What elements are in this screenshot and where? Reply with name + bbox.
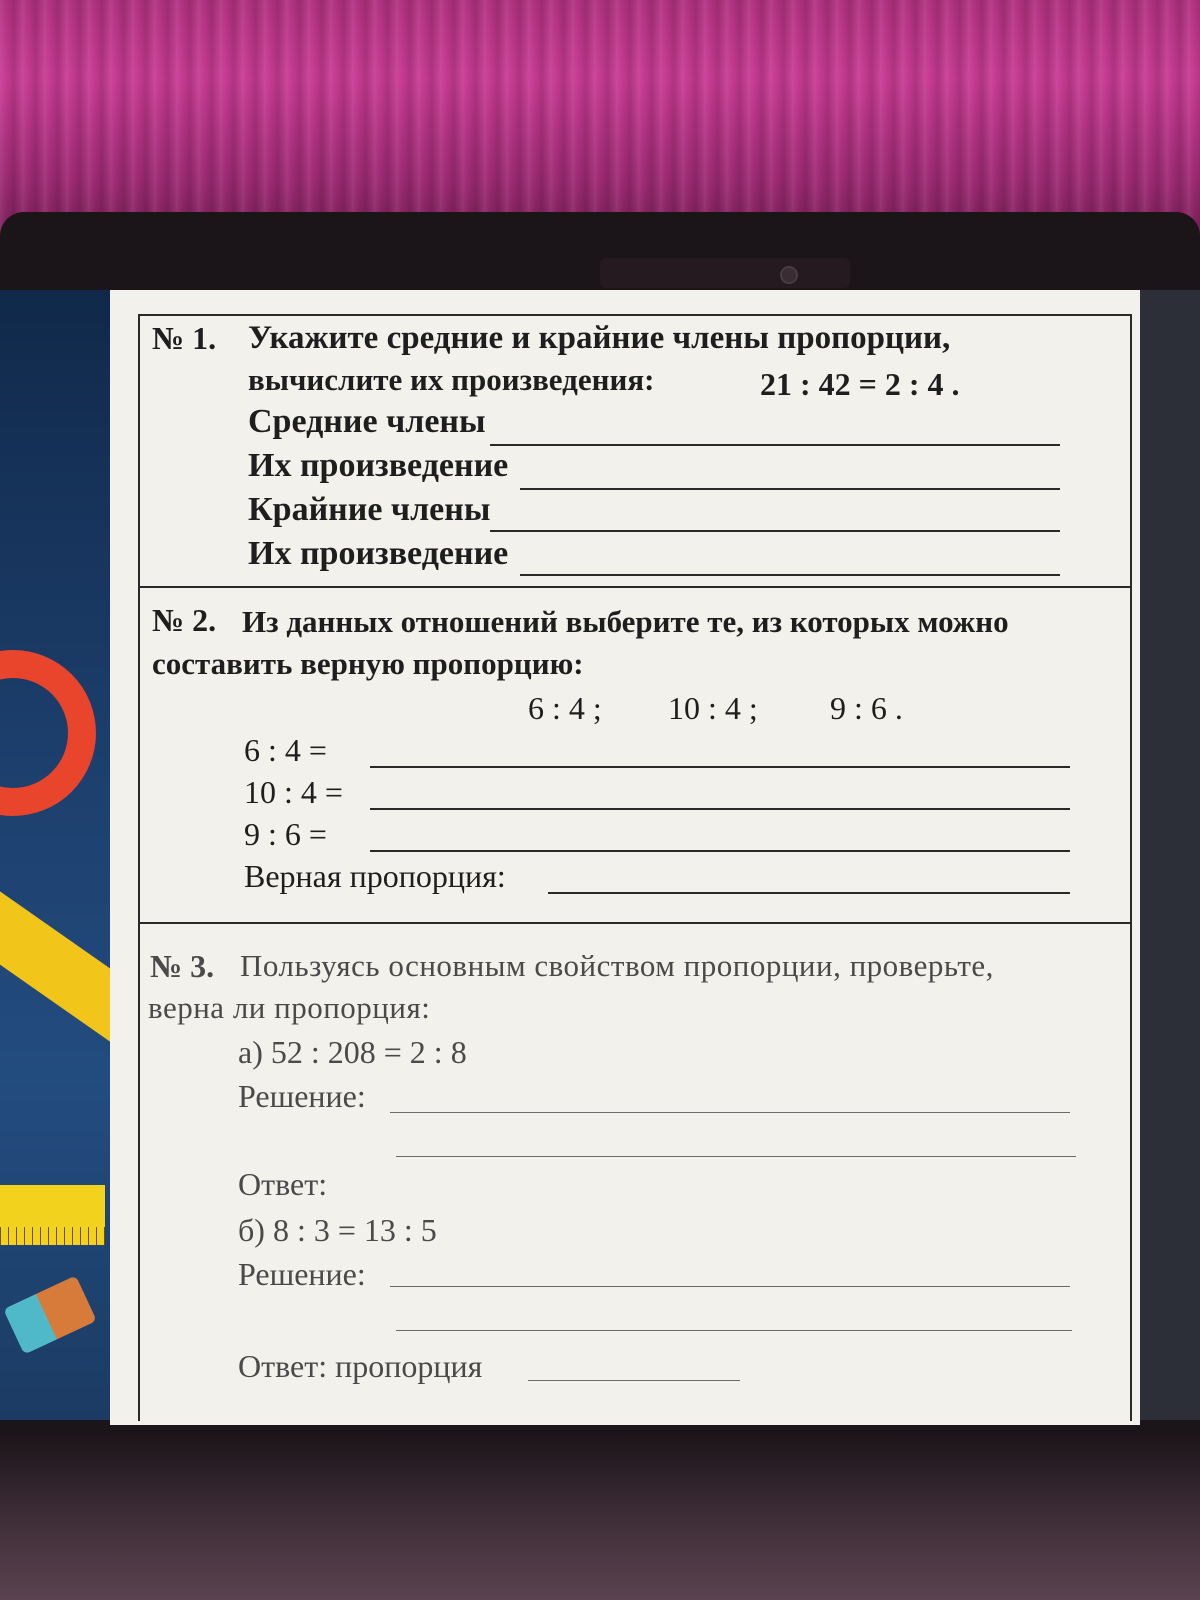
part-b-solution-label: Решение: bbox=[238, 1256, 366, 1292]
part-b-proportion: б) 8 : 3 = 13 : 5 bbox=[238, 1212, 437, 1248]
task-1-number: № 1. bbox=[152, 320, 217, 356]
part-b-solution-line-1[interactable] bbox=[390, 1286, 1070, 1287]
task-3-number: № 3. bbox=[150, 948, 215, 984]
product-1-label: Их произведение bbox=[248, 447, 509, 484]
task-1-text-line-2: вычислите их произведения: bbox=[248, 362, 655, 397]
task-divider-2 bbox=[140, 922, 1132, 924]
webcam-icon bbox=[780, 266, 798, 284]
task-3-text-line-2: верна ли пропорция: bbox=[148, 990, 431, 1025]
task-1-text-line-1: Укажите средние и крайние члены пропорции, bbox=[248, 320, 951, 356]
equation-6-4-label: 6 : 4 = bbox=[244, 732, 327, 768]
laptop-base bbox=[0, 1430, 1200, 1600]
part-a-solution-line-1[interactable] bbox=[390, 1112, 1070, 1113]
part-b-answer-line[interactable] bbox=[528, 1380, 740, 1381]
equation-9-6-answer-line[interactable] bbox=[370, 850, 1070, 852]
ratio-10-4: 10 : 4 ; bbox=[668, 690, 758, 726]
product-2-answer-line[interactable] bbox=[520, 574, 1060, 576]
worksheet-frame bbox=[138, 314, 1132, 1421]
middle-terms-label: Средние члены bbox=[248, 403, 486, 440]
part-a-solution-line-2[interactable] bbox=[396, 1156, 1076, 1157]
task-2-text-line-1: Из данных отношений выберите те, из которых можно bbox=[242, 604, 1009, 639]
task-1-proportion: 21 : 42 = 2 : 4 . bbox=[760, 366, 960, 402]
part-a-proportion: а) 52 : 208 = 2 : 8 bbox=[238, 1034, 467, 1070]
correct-proportion-label: Верная пропорция: bbox=[244, 858, 506, 894]
part-b-answer-label: Ответ: пропорция bbox=[238, 1348, 483, 1384]
correct-proportion-answer-line[interactable] bbox=[548, 892, 1070, 894]
middle-terms-answer-line[interactable] bbox=[490, 444, 1060, 446]
worksheet bbox=[110, 290, 1140, 1425]
desktop-wallpaper-left bbox=[0, 290, 110, 1420]
equation-10-4-label: 10 : 4 = bbox=[244, 774, 343, 810]
task-divider-1 bbox=[140, 586, 1132, 588]
product-1-answer-line[interactable] bbox=[520, 488, 1060, 490]
task-2-number: № 2. bbox=[152, 602, 217, 638]
task-2-text-line-2: составить верную пропорцию: bbox=[152, 646, 584, 681]
equation-6-4-answer-line[interactable] bbox=[370, 766, 1070, 768]
equation-9-6-label: 9 : 6 = bbox=[244, 816, 327, 852]
extreme-terms-label: Крайние члены bbox=[248, 491, 491, 528]
equation-10-4-answer-line[interactable] bbox=[370, 808, 1070, 810]
part-a-answer-label: Ответ: bbox=[238, 1166, 328, 1202]
ratio-6-4: 6 : 4 ; bbox=[528, 690, 602, 726]
task-3-text-line-1: Пользуясь основным свойством пропорции, проверьте, bbox=[240, 948, 994, 983]
extreme-terms-answer-line[interactable] bbox=[490, 530, 1060, 532]
ruler-icon bbox=[0, 1185, 105, 1245]
webcam-strip bbox=[600, 258, 850, 288]
product-2-label: Их произведение bbox=[248, 535, 509, 572]
ratio-9-6: 9 : 6 . bbox=[830, 690, 903, 726]
desktop-wallpaper-right bbox=[1140, 290, 1200, 1420]
part-b-solution-line-2[interactable] bbox=[396, 1330, 1072, 1331]
part-a-solution-label: Решение: bbox=[238, 1078, 366, 1114]
